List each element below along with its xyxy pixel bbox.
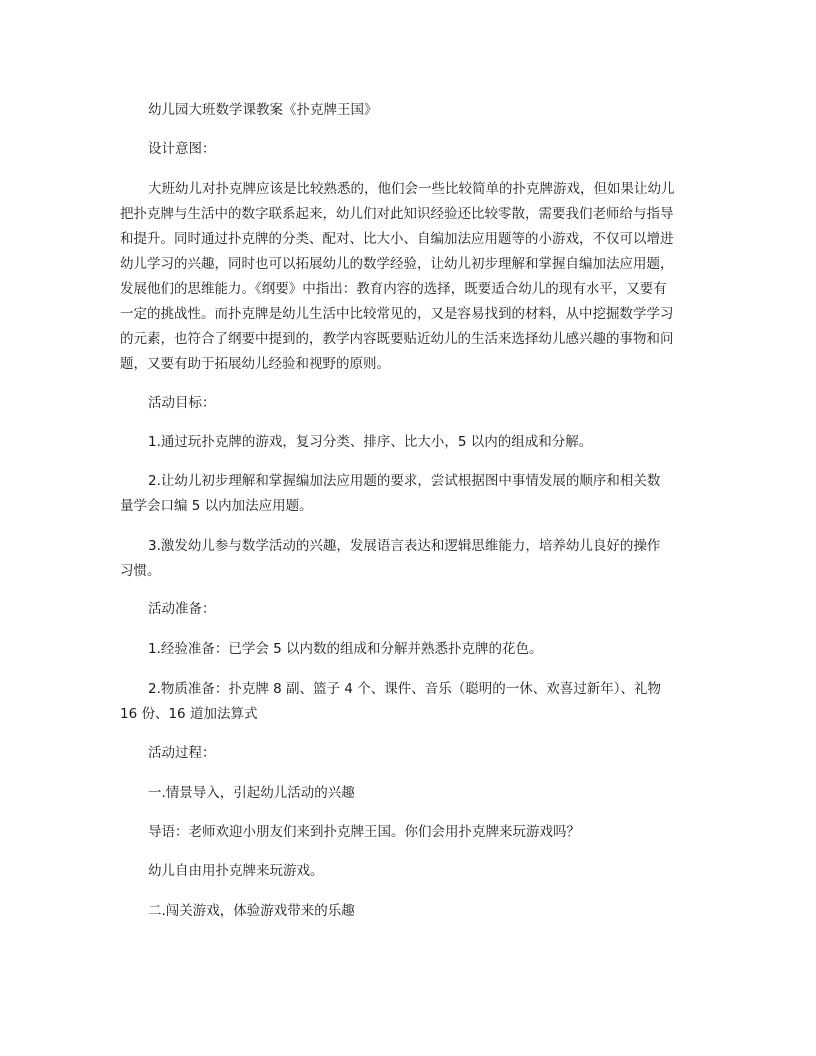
design-line: 幼儿学习的兴趣，同时也可以拓展幼儿的数学经验，让幼儿初步理解和掌握自编加法应用题， — [120, 256, 674, 272]
process-heading: 活动过程： — [148, 745, 216, 761]
process-step: 一.情景导入，引起幼儿活动的兴趣 — [148, 785, 355, 801]
goal-item: 3.激发幼儿参与数学活动的兴趣，发展语言表达和逻辑思维能力，培养幼儿良好的操作 — [148, 538, 661, 554]
design-line: 大班幼儿对扑克牌应该是比较熟悉的，他们会一些比较简单的扑克牌游戏，但如果让幼儿 — [148, 181, 675, 197]
goal-heading: 活动目标： — [148, 395, 216, 411]
goal-item: 1.通过玩扑克牌的游戏，复习分类、排序、比大小，5 以内的组成和分解。 — [148, 434, 593, 450]
document-page — [120, 0, 700, 1056]
prep-item: 2.物质准备：扑克牌 8 副、篮子 4 个、课件、音乐（聪明的一休、欢喜过新年）、礼物 — [148, 681, 661, 697]
process-step: 二.闯关游戏，体验游戏带来的乐趣 — [148, 903, 355, 919]
goal-item: 习惯。 — [120, 563, 161, 579]
prep-item: 16 份、16 道加法算式 — [120, 706, 258, 722]
design-line: 把扑克牌与生活中的数字联系起来，幼儿们对此知识经验还比较零散，需要我们老师给与指导 — [120, 206, 674, 222]
design-line: 一定的挑战性。而扑克牌是幼儿生活中比较常见的，又是容易找到的材料，从中挖掘数学学习 — [120, 306, 674, 322]
design-heading: 设计意图： — [148, 141, 216, 157]
guide-text: 导语：老师欢迎小朋友们来到扑克牌王国。你们会用扑克牌来玩游戏吗？ — [148, 824, 580, 840]
design-line: 的元素，也符合了纲要中提到的，教学内容既要贴近幼儿的生活来选择幼儿感兴趣的事物和问 — [120, 331, 674, 347]
goal-item: 2.让幼儿初步理解和掌握编加法应用题的要求，尝试根据图中事情发展的顺序和相关数 — [148, 473, 661, 489]
design-line: 题，又要有助于拓展幼儿经验和视野的原则。 — [120, 356, 390, 372]
free-play-text: 幼儿自由用扑克牌来玩游戏。 — [148, 863, 324, 879]
prep-heading: 活动准备： — [148, 601, 216, 617]
goal-item: 量学会口编 5 以内加法应用题。 — [120, 498, 313, 514]
design-line: 发展他们的思维能力。《纲要》中指出：教育内容的选择，既要适合幼儿的现有水平，又要有 — [120, 281, 667, 297]
document-title: 幼儿园大班数学课教案《扑克牌王国》 — [148, 102, 378, 118]
prep-item: 1.经验准备：已学会 5 以内数的组成和分解并熟悉扑克牌的花色。 — [148, 641, 543, 657]
design-line: 和提升。同时通过扑克牌的分类、配对、比大小、自编加法应用题等的小游戏，不仅可以增进 — [120, 231, 674, 247]
